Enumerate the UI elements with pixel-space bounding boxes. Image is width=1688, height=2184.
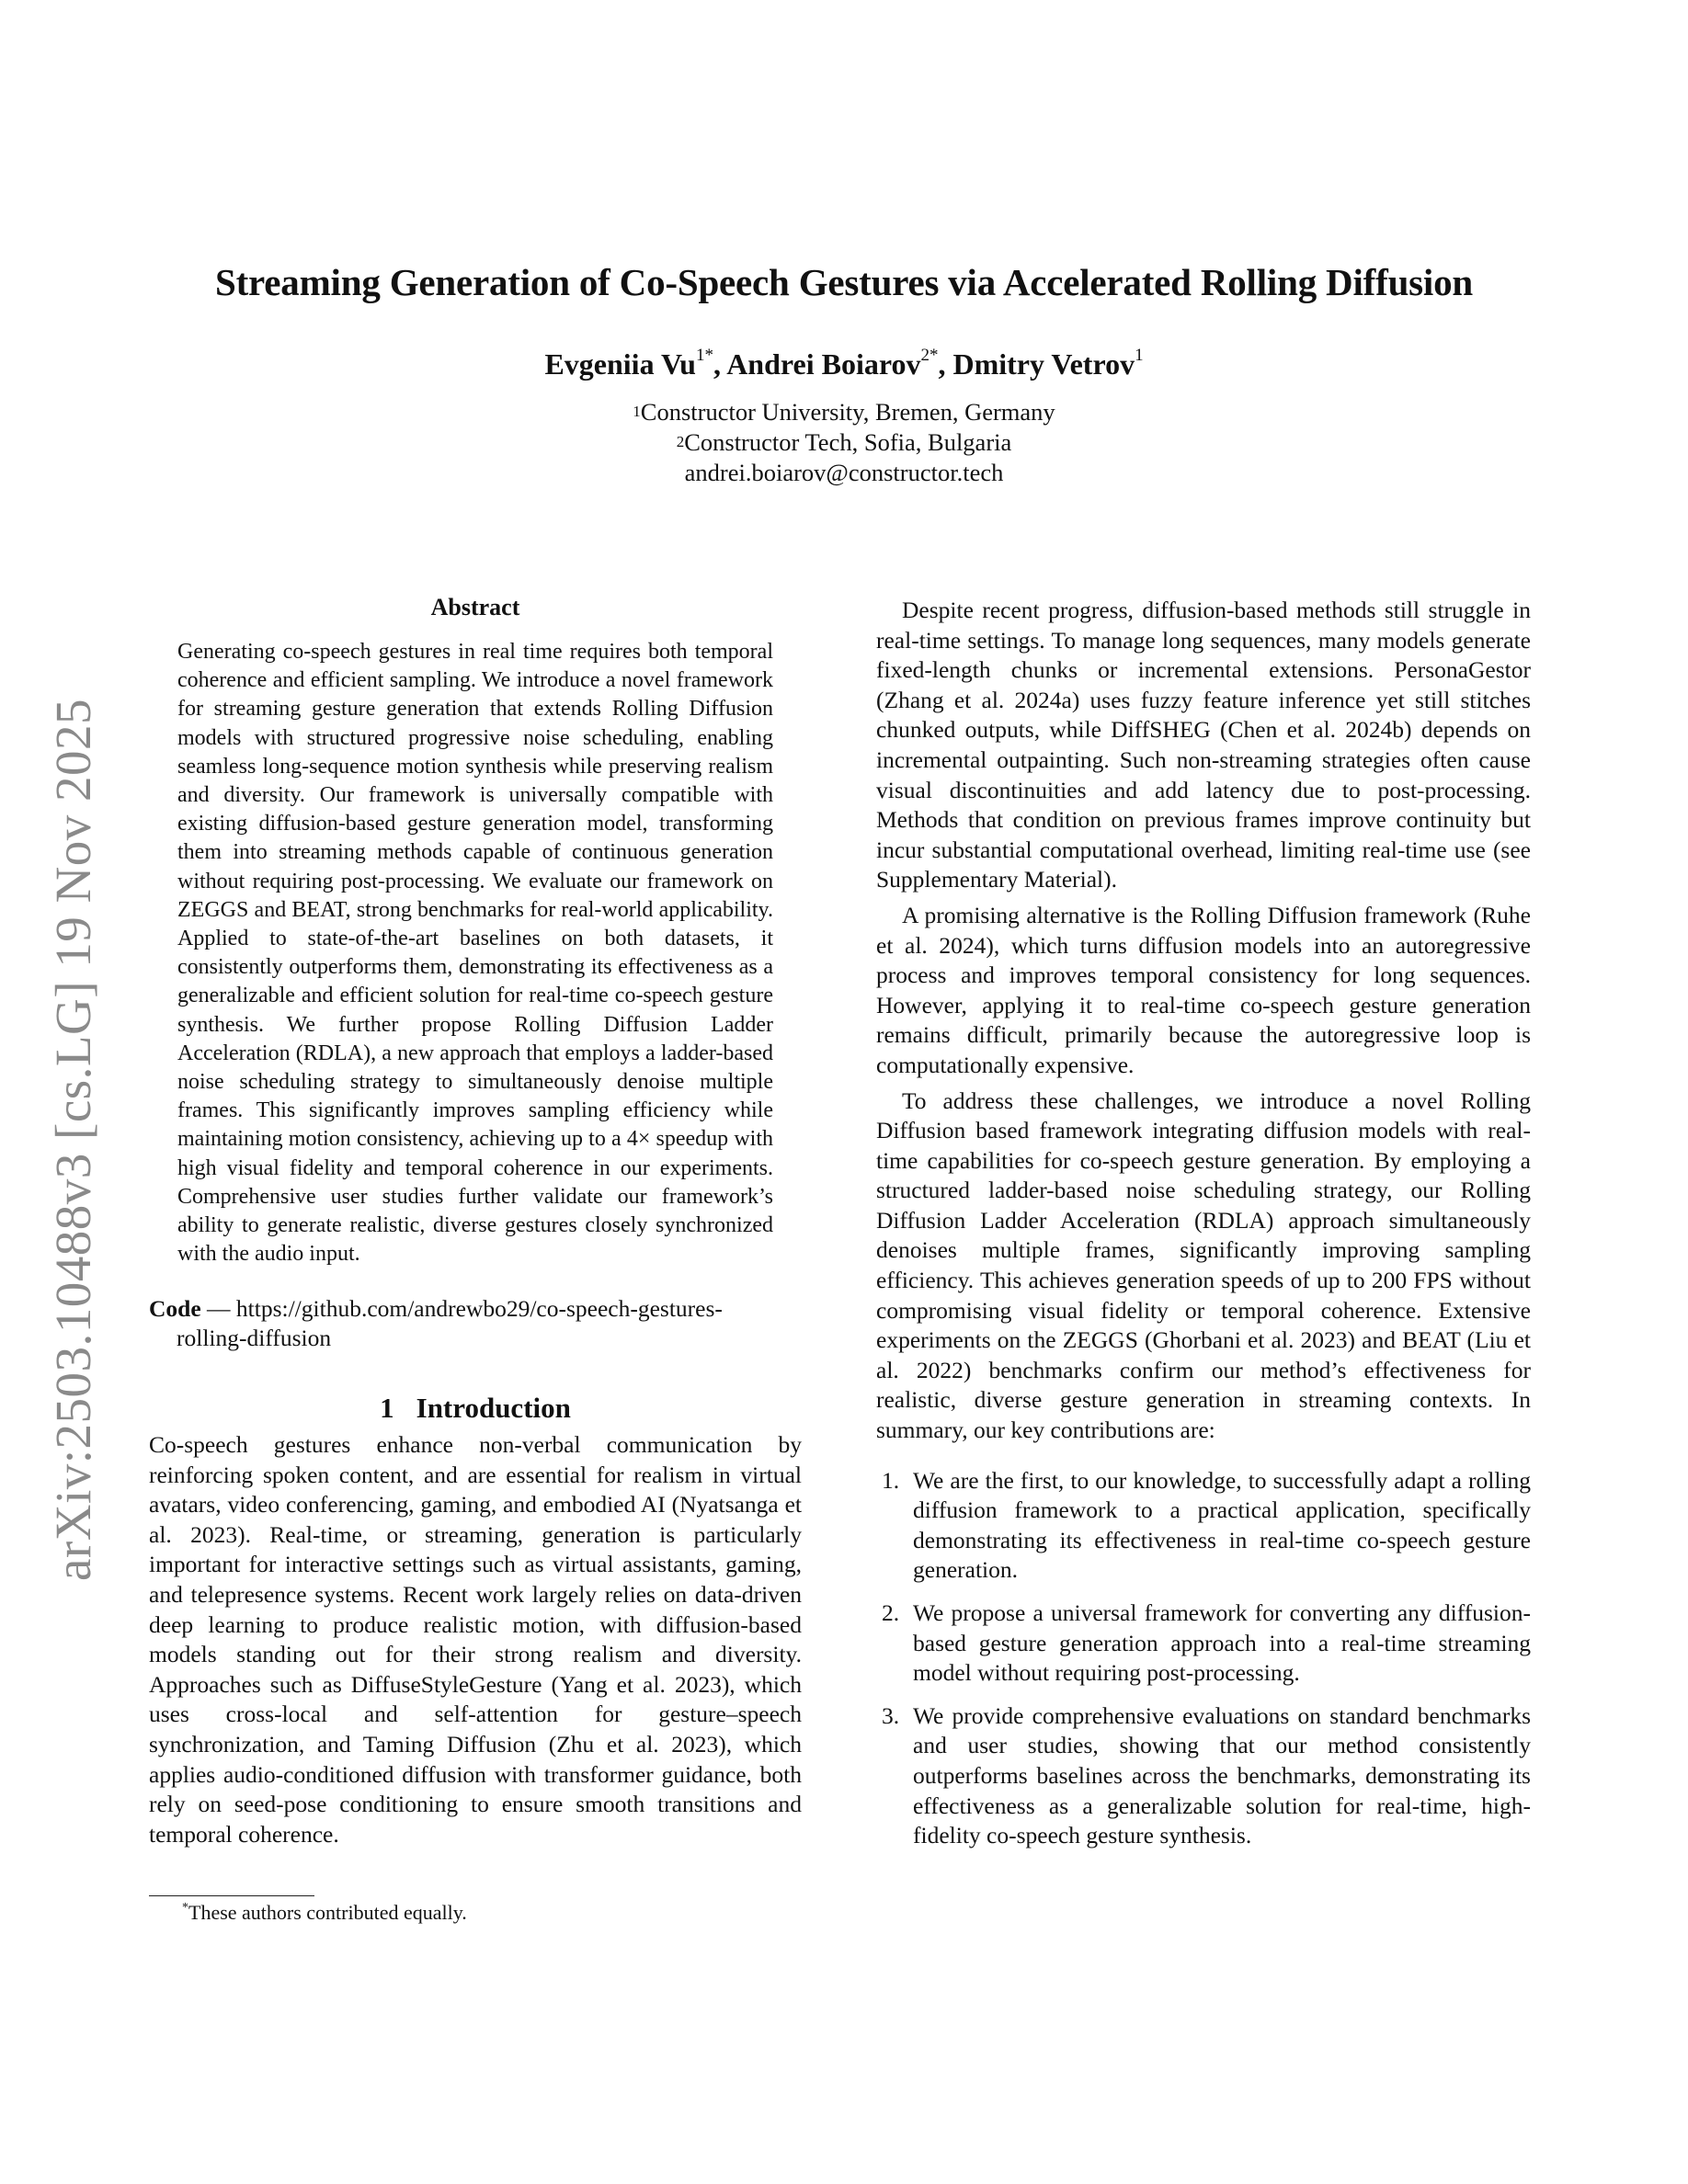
affiliation xyxy=(0,397,1688,427)
arxiv-identifier-stamp: arXiv:2503.10488v3 [cs.LG] 19 Nov 2025 xyxy=(45,699,101,1581)
code-repository-link[interactable]: https://github.com/andrewbo29/co-speech-gestures-rolling-diffusion xyxy=(177,1295,723,1351)
affiliation-mark: 1 xyxy=(633,403,641,420)
footnote-mark: * xyxy=(182,1901,188,1915)
list-item xyxy=(876,1701,1531,1851)
affiliations xyxy=(0,397,1688,488)
list-marker: 3. xyxy=(882,1701,900,1729)
right-column xyxy=(876,596,1531,1864)
section-title: Introduction xyxy=(416,1392,571,1424)
author-name: Evgeniia Vu xyxy=(544,347,696,381)
paragraph-text: Co-speech gestures enhance non-verbal communication by reinforcing spoken content, and are essential for realism in virtual avatars, video conferencing, gaming, and embodied AI (Nyatsanga et al. 2023). Real-time, or streaming, generation is particularly important for interactive settings such as virtual assistants, gaming, and telepresence systems. Recent work largely relies on data-driven deep learning to produce realistic motion, with diffusion-based models standing out for their strong realism and diversity. Approaches such as DiffuseStyleGesture (Yang et al. 2023), which uses cross-local and self-attention for gesture–speech synchronization, and Taming Diffusion (Zhu et al. 2023), which applies audio-conditioned diffusion with transformer guidance, both rely on seed-pose conditioning to ensure smooth transitions and temporal coherence. xyxy=(149,1431,802,1848)
affiliation-text: Constructor University, Bremen, Germany xyxy=(640,398,1055,426)
list-item xyxy=(876,1466,1531,1586)
paragraph-text: To address these challenges, we introduce a novel Rolling Diffusion based framework integrating diffusion models with real-time capabilities for co-speech gesture generation. By employing a structured ladder-based noise scheduling strategy, our Rolling Diffusion Ladder Acceleration (RDLA) approach simultaneously denoises multiple frames, significantly improving sampling efficiency. This achieves generation speeds of up to 200 FPS without compromising visual fidelity or temporal coherence. Extensive experiments on the ZEGGS (Ghorbani et al. 2023) and BEAT (Liu et al. 2022) benchmarks confirm our method’s effectiveness for realistic, diverse gesture generation in streaming contexts. In summary, our key contributions are: xyxy=(876,1086,1531,1444)
list-item-text: We propose a universal framework for converting any diffusion-based gesture generation approach into a real-time streaming model without requiring post-processing. xyxy=(913,1599,1531,1687)
contributions-list xyxy=(876,1466,1531,1851)
section-heading-introduction xyxy=(149,1392,802,1425)
affiliation-text: Constructor Tech, Sofia, Bulgaria xyxy=(684,428,1012,456)
list-item-text: We provide comprehensive evaluations on standard benchmarks and user studies, showing that our method consistently outperforms baselines across the benchmarks, demonstrating its effectiveness as a generalizable solution for real-time, high-fidelity co-speech gesture synthesis. xyxy=(913,1701,1531,1849)
abstract-heading: Abstract xyxy=(430,594,520,620)
footnote xyxy=(182,1901,467,1925)
author-list: Evgeniia $Vu^{1*}$, Andrei Boiarov$^{2*}$, Dmitry Vetrov$^1$ xyxy=(544,346,1144,381)
list-marker: 1. xyxy=(882,1466,900,1494)
list-item xyxy=(876,1598,1531,1689)
code-dash: — xyxy=(207,1295,231,1322)
affiliation-mark: 2 xyxy=(676,433,685,450)
section-number: 1 xyxy=(380,1392,394,1424)
footnote-text: These authors contributed equally. xyxy=(188,1901,467,1924)
author-affiliation-mark: 1* xyxy=(695,346,713,365)
author-affiliation-mark: 2* xyxy=(920,346,939,365)
paragraph-text: Despite recent progress, diffusion-based methods still struggle in real-time settings. To manage long sequences, many models generate fixed-length chunks or incremental extensions. PersonaGestor (Zhang et al. 2024a) uses fuzzy feature inference yet still stitches chunked outputs, while DiffSHEG (Chen et al. 2024b) depends on incremental outpainting. Such non-streaming strategies often cause visual discontinuities and add latency due to post-processing. Methods that condition on previous frames improve continuity but incur substantial computational overhead, limiting real-time use (see Supplementary Material). xyxy=(876,597,1531,893)
author-name: Dmitry Vetrov xyxy=(952,347,1135,381)
footnote-divider xyxy=(149,1895,314,1896)
author-affiliation-mark: 1 xyxy=(1135,346,1144,365)
affiliation xyxy=(0,427,1688,458)
author-name: Andrei Boiarov xyxy=(726,347,921,381)
code-label: Code xyxy=(149,1295,201,1322)
abstract-text: Generating co-speech gestures in real time requires both temporal coherence and efficient sampling. We introduce a novel framework for streaming gesture generation that extends Rolling Diffusion models with structured progressive noise scheduling, enabling seamless long-sequence motion synthesis while preserving realism and diversity. Our framework is universally compatible with existing diffusion-based gesture generation model, transforming them into streaming methods capable of continuous generation without requiring post-processing. We evaluate our framework on ZEGGS and BEAT, strong benchmarks for real-world applicability. Applied to state-of-the-art baselines on both datasets, it consistently outperforms them, demonstrating its effectiveness as a generalizable and efficient solution for real-time co-speech gesture synthesis. We further propose Rolling Diffusion Ladder Acceleration (RDLA), a new approach that employs a ladder-based noise scheduling strategy to simultaneously denoise multiple frames. This significantly improves sampling efficiency while maintaining motion consistency, achieving up to a 4× speedup with high visual fidelity and temporal coherence in our experiments. Comprehensive user studies further validate our framework’s ability to generate realistic, diverse gestures closely synchronized with the audio input. xyxy=(177,640,773,1267)
contact-email[interactable]: andrei.boiarov@constructor.tech xyxy=(684,459,1004,486)
paper-title: Streaming Generation of Co-Speech Gestures via Accelerated Rolling Diffusion xyxy=(214,261,1474,303)
intro-paragraph xyxy=(149,1430,802,1849)
list-item-text: We are the first, to our knowledge, to successfully adapt a rolling diffusion framework to a practical application, specifically demonstrating its effectiveness in real-time co-speech gesture generation. xyxy=(913,1466,1531,1584)
paragraph-text: A promising alternative is the Rolling Diffusion framework (Ruhe et al. 2024), which turns diffusion models into an autoregressive process and improves temporal consistency for long sequences. However, applying it to real-time co-speech gesture generation remains difficult, primarily because the autoregressive loop is computationally expensive. xyxy=(876,901,1531,1078)
list-marker: 2. xyxy=(882,1599,900,1626)
code-link-line xyxy=(149,1294,783,1353)
